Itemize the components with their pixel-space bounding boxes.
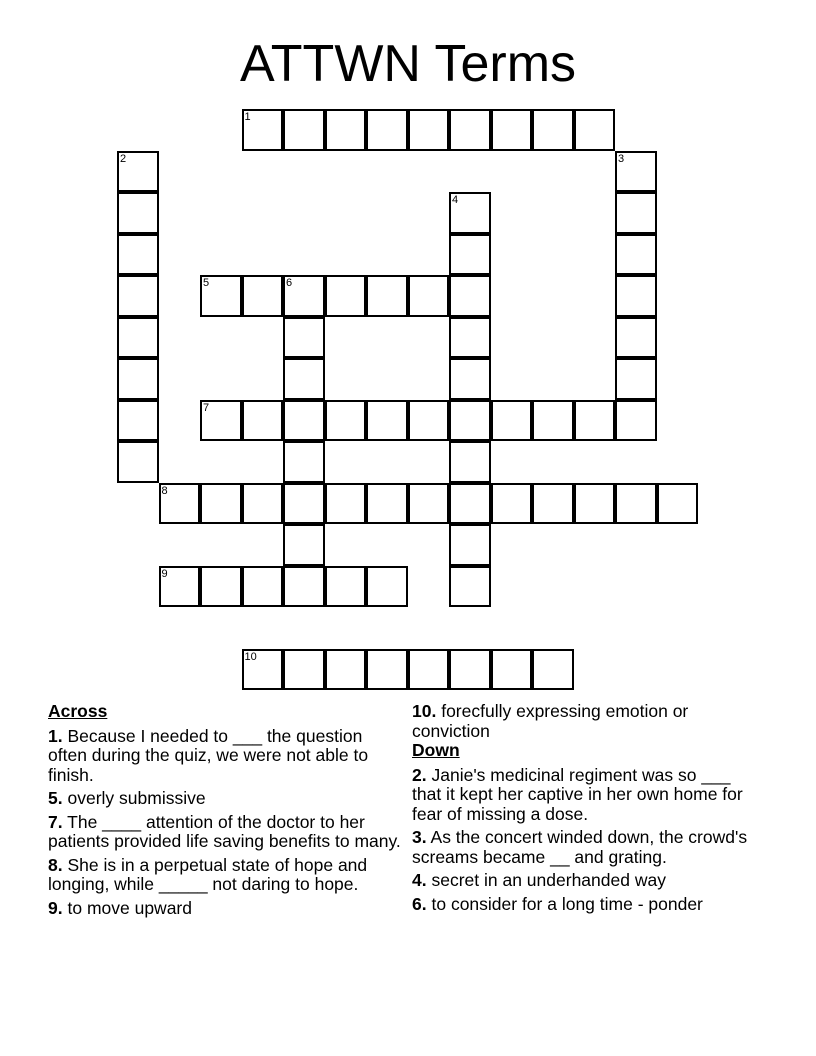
grid-cell[interactable]: [449, 109, 491, 151]
grid-cell[interactable]: [200, 483, 242, 525]
grid-cell[interactable]: [325, 400, 367, 442]
clue-text: secret in an underhanded way: [431, 870, 666, 890]
cell-number: 7: [203, 401, 210, 414]
grid-cell[interactable]: [366, 566, 408, 608]
clue-down-3: [412, 828, 762, 867]
grid-cell[interactable]: [242, 275, 284, 317]
grid-cell[interactable]: [283, 275, 325, 317]
grid-cell[interactable]: [491, 109, 533, 151]
clue-number: 1.: [48, 725, 63, 746]
grid-cell[interactable]: [283, 483, 325, 525]
clue-text: to move upward: [67, 897, 192, 918]
grid-cell[interactable]: [615, 317, 657, 359]
grid-cell[interactable]: [283, 524, 325, 566]
grid-cell[interactable]: [242, 649, 284, 691]
clue-number: 4.: [412, 870, 427, 890]
grid-cell[interactable]: [449, 275, 491, 317]
grid-cell[interactable]: [117, 151, 159, 193]
clue-across-1: [48, 727, 403, 786]
grid-cell[interactable]: [366, 109, 408, 151]
grid-cell[interactable]: [242, 566, 284, 608]
grid-cell[interactable]: [283, 317, 325, 359]
grid-cell[interactable]: [491, 483, 533, 525]
grid-cell[interactable]: [366, 275, 408, 317]
grid-cell[interactable]: [366, 400, 408, 442]
grid-cell[interactable]: [615, 400, 657, 442]
grid-cell[interactable]: [449, 483, 491, 525]
grid-cell[interactable]: [325, 109, 367, 151]
grid-cell[interactable]: [117, 441, 159, 483]
grid-cell[interactable]: [117, 358, 159, 400]
cell-number: 2: [120, 152, 127, 165]
clue-text: Janie's medicinal regiment was so ___ that it kept her captive in her own home for fear of missing a dose.: [412, 764, 743, 824]
grid-cell[interactable]: [615, 151, 657, 193]
cell-number: 9: [161, 567, 168, 580]
grid-cell[interactable]: [325, 566, 367, 608]
grid-cell[interactable]: [532, 400, 574, 442]
grid-cell[interactable]: [159, 566, 201, 608]
grid-cell[interactable]: [283, 109, 325, 151]
grid-cell[interactable]: [615, 192, 657, 234]
grid-cell[interactable]: [408, 400, 450, 442]
grid-cell[interactable]: [408, 275, 450, 317]
grid-cell[interactable]: [532, 109, 574, 151]
cell-number: 1: [244, 111, 251, 123]
clue-across-9: [48, 899, 403, 919]
clue-number: 10.: [412, 701, 437, 721]
grid-cell[interactable]: [615, 234, 657, 276]
grid-cell[interactable]: [325, 275, 367, 317]
clue-across-8: [48, 856, 403, 895]
cell-number: 4: [452, 194, 459, 206]
clue-text: The ____ attention of the doctor to her patients provided life saving benefits to many.: [48, 811, 401, 851]
clues-column-right: [412, 702, 762, 914]
grid-cell[interactable]: [283, 441, 325, 483]
grid-cell[interactable]: [574, 109, 616, 151]
grid-cell[interactable]: [491, 400, 533, 442]
grid-cell[interactable]: [200, 275, 242, 317]
grid-cell[interactable]: [242, 109, 284, 151]
clue-number: 8.: [48, 854, 63, 875]
grid-cell[interactable]: [242, 483, 284, 525]
grid-cell[interactable]: [117, 234, 159, 276]
grid-cell[interactable]: [366, 483, 408, 525]
grid-cell[interactable]: [408, 109, 450, 151]
across-heading: Across: [48, 701, 108, 721]
grid-cell[interactable]: [574, 400, 616, 442]
clue-across-5: [48, 789, 403, 809]
grid-cell[interactable]: [449, 234, 491, 276]
clue-text: to consider for a long time - ponder: [431, 893, 703, 914]
grid-cell[interactable]: [159, 483, 201, 525]
cell-number: 3: [618, 152, 625, 165]
grid-cell[interactable]: [449, 441, 491, 483]
grid-cell[interactable]: [615, 483, 657, 525]
clue-text: overly submissive: [67, 788, 206, 808]
grid-cell[interactable]: [283, 649, 325, 691]
clue-number: 6.: [412, 893, 427, 914]
down-heading: Down: [412, 740, 460, 760]
cell-number: 10: [244, 650, 257, 663]
grid-cell[interactable]: [532, 649, 574, 691]
grid-cell[interactable]: [283, 566, 325, 608]
grid-cell[interactable]: [615, 275, 657, 317]
clues-column-left: [48, 702, 403, 918]
clue-number: 7.: [48, 811, 63, 832]
grid-cell[interactable]: [449, 192, 491, 234]
grid-cell[interactable]: [449, 649, 491, 691]
clue-text: Because I needed to ___ the question often during the quiz, we were not able to finish.: [48, 725, 369, 785]
clue-number: 5.: [48, 788, 63, 808]
grid-cell[interactable]: [449, 524, 491, 566]
grid-cell[interactable]: [117, 400, 159, 442]
clue-down-2: [412, 766, 762, 825]
grid-cell[interactable]: [449, 358, 491, 400]
clue-number: 2.: [412, 764, 427, 785]
clue-across-7: [48, 813, 403, 852]
grid-cell[interactable]: [117, 275, 159, 317]
grid-cell[interactable]: [325, 649, 367, 691]
clue-down-6: [412, 895, 762, 915]
grid-cell[interactable]: [200, 400, 242, 442]
clue-text: As the concert winded down, the crowd's screams became __ and grating.: [412, 827, 748, 867]
cell-number: 5: [203, 277, 210, 289]
clue-text: forecfully expressing emotion or conviction: [412, 701, 689, 741]
clue-number: 3.: [412, 827, 427, 847]
cell-number: 8: [161, 484, 168, 497]
clue-down-4: [412, 871, 762, 891]
grid-cell[interactable]: [491, 649, 533, 691]
grid-cell[interactable]: [615, 358, 657, 400]
grid-cell[interactable]: [242, 400, 284, 442]
grid-cell[interactable]: [532, 483, 574, 525]
grid-cell[interactable]: [325, 483, 367, 525]
grid-cell[interactable]: [408, 649, 450, 691]
clue-text: She is in a perpetual state of hope and longing, while _____ not daring to hope.: [48, 854, 368, 894]
grid-cell[interactable]: [117, 192, 159, 234]
clue-across-10: [412, 702, 762, 741]
grid-cell[interactable]: [657, 483, 699, 525]
grid-cell[interactable]: [449, 400, 491, 442]
grid-cell[interactable]: [200, 566, 242, 608]
grid-cell[interactable]: [408, 483, 450, 525]
grid-cell[interactable]: [366, 649, 408, 691]
page-title: ATTWN Terms: [239, 35, 577, 93]
grid-cell[interactable]: [117, 317, 159, 359]
grid-cell[interactable]: [283, 400, 325, 442]
grid-cell[interactable]: [449, 317, 491, 359]
grid-cell[interactable]: [574, 483, 616, 525]
grid-cell[interactable]: [283, 358, 325, 400]
grid-cell[interactable]: [449, 566, 491, 608]
cell-number: 6: [286, 277, 293, 289]
clue-number: 9.: [48, 897, 63, 918]
